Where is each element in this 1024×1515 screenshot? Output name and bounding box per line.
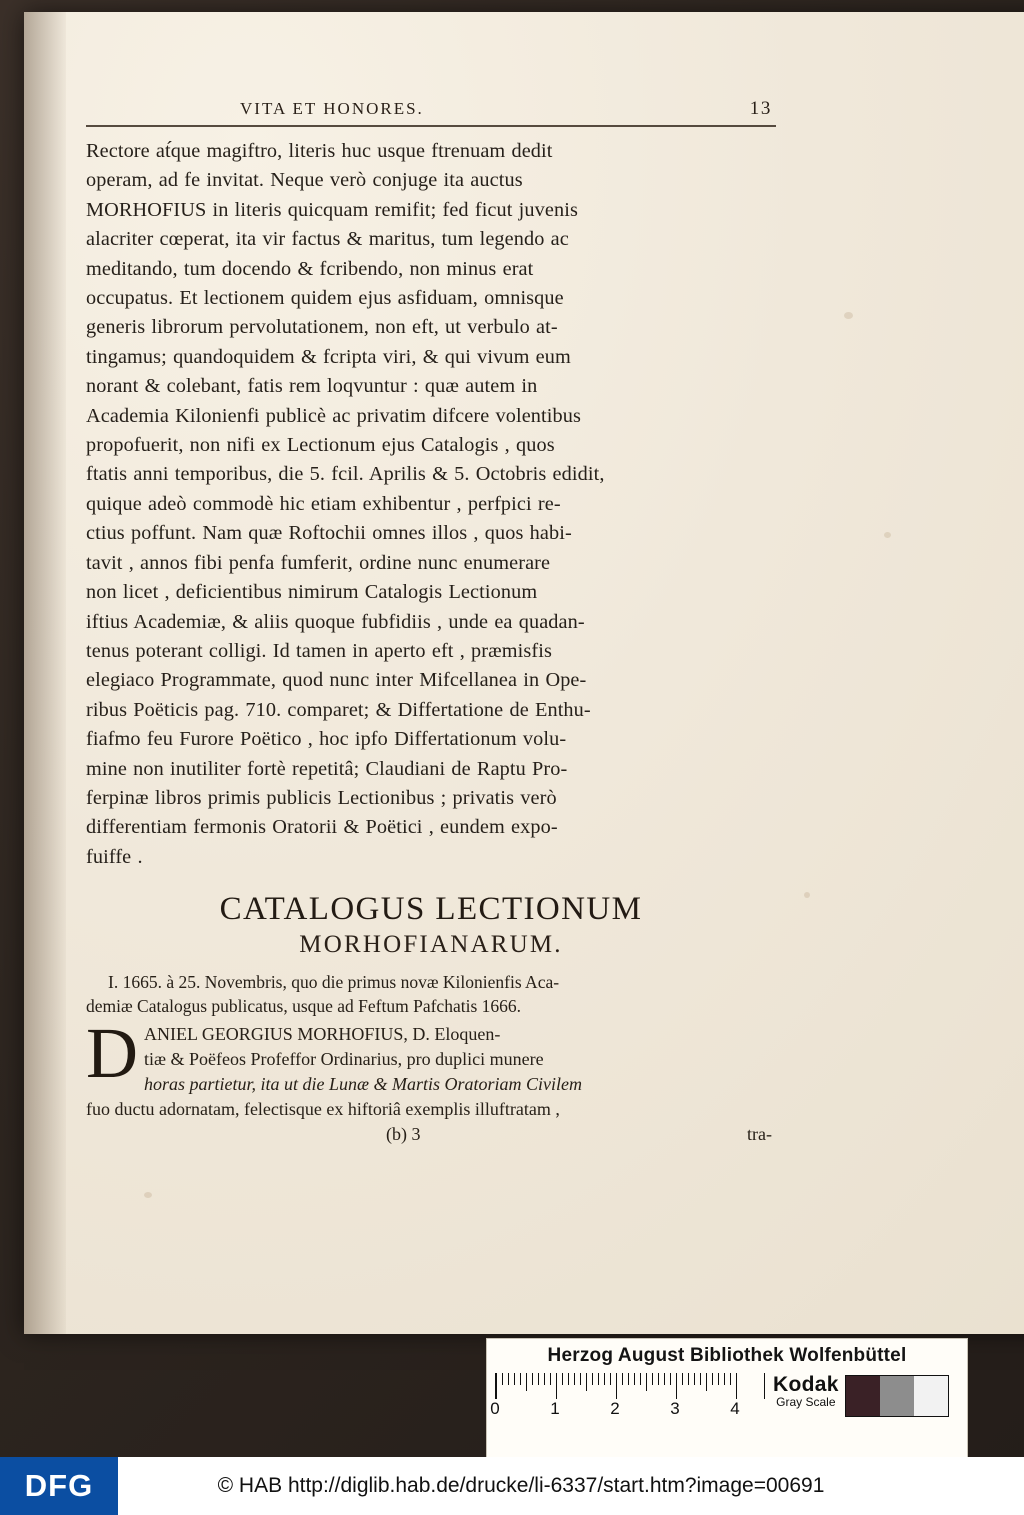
ruler-tick [700, 1373, 701, 1385]
header-rule [86, 125, 776, 127]
ruler-tick [640, 1373, 641, 1385]
library-name: Herzog August Bibliothek Wolfenbüttel [547, 1345, 907, 1366]
body-line: fiafmo feu Furore Poëtico , hoc ipfo Differtationum volu- [86, 728, 567, 751]
ruler-tick [592, 1373, 593, 1385]
ruler-tick [664, 1373, 665, 1385]
text-block [86, 98, 776, 1145]
ruler-tick [562, 1373, 563, 1385]
foxing-spot [884, 532, 891, 538]
ruler-tick [670, 1373, 671, 1385]
scanned-page [24, 12, 1024, 1334]
foxing-spot [844, 312, 853, 319]
body-line: differentiam fermonis Oratorii & Poëtici , eundem expo- [86, 816, 558, 839]
dropcap-paragraph [86, 1013, 776, 1122]
body-line: ftatis anni temporibus, die 5. fcil. Aprilis & 5. Octobris edidit, [86, 463, 605, 486]
ruler-tick [724, 1373, 725, 1385]
kodak-subtitle: Gray Scale [776, 1395, 836, 1409]
ruler-tick [520, 1373, 521, 1385]
section-subtitle: MORHOFIANARUM. [299, 931, 563, 959]
body-line: ferpinæ libros primis publicis Lectionibus ; privatis verò [86, 786, 557, 809]
gray-patch [914, 1376, 948, 1416]
foxing-spot [804, 892, 810, 898]
ruler-tick [622, 1373, 623, 1385]
body-line: generis librorum pervolutationem, non eft, ut verbulo at- [86, 316, 558, 339]
ruler-tick [580, 1373, 581, 1385]
body-line: Academia Kilonienfi publicè ac privatim difcere volentibus [86, 404, 581, 427]
body-line: tenus poterant colligi. Id tamen in aperto eft , præmisfis [86, 639, 552, 662]
body-line: tavit , annos fibi penfa fumferit, ordine nunc enumerare [86, 551, 551, 574]
running-head-title: VITA ET HONORES. [240, 99, 424, 118]
ruler-number: 0 [490, 1399, 500, 1418]
ruler-tick [736, 1373, 737, 1399]
body-line: ribus Poëticis pag. 710. comparet; & Differtatione de Enthu- [86, 698, 591, 721]
ruler-tick [532, 1373, 533, 1385]
page-surface [24, 12, 1024, 1334]
body-line: ctius poffunt. Nam quæ Roftochii omnes illos , quos habi- [86, 522, 572, 545]
body-paragraph [86, 137, 776, 872]
body-line: Rectore at́que magiftro, literis huc usque ftrenuam dedit [86, 140, 553, 162]
ruler-tick [682, 1373, 683, 1385]
ruler-tick [652, 1373, 653, 1385]
gray-patch [846, 1376, 880, 1416]
paragraph-last-line: fuo ductu adornatam, felectisque ex hiftoriâ exemplis illuftratam , [86, 1099, 560, 1120]
dropcap-line: ANIEL GEORGIUS MORHOFIUS, D. Eloquen- [144, 1024, 501, 1045]
ruler-tick [604, 1373, 605, 1385]
dropcap-line: tiæ & Poëfeos Profeffor Ordinarius, pro duplici munere [144, 1049, 544, 1070]
gray-patch [880, 1376, 914, 1416]
body-line: iftius Academiæ, & aliis quoque fubfidiis , unde ea quadan- [86, 610, 585, 633]
ruler-tick [688, 1373, 689, 1385]
ruler [490, 1373, 765, 1421]
ruler-tick [616, 1373, 617, 1399]
body-line: non licet , deficientibus nimirum Catalogis Lectionum [86, 581, 538, 604]
body-line: tingamus; quandoquidem & fcripta viri, & qui vivum eum [86, 345, 571, 368]
ruler-tick [556, 1373, 557, 1399]
dropcap-line: horas partietur, ita ut die Lunæ & Martis Oratoriam Civilem [144, 1074, 583, 1095]
kodak-label [773, 1373, 839, 1409]
ruler-tick [598, 1373, 599, 1385]
body-line: fuiffe . [86, 845, 143, 868]
ruler-tick [568, 1373, 569, 1385]
ruler-number: 2 [610, 1399, 620, 1418]
ruler-tick [538, 1373, 539, 1385]
ruler-tick [586, 1373, 587, 1391]
body-line: occupatus. Et lectionem quidem ejus asfiduam, omnisque [86, 287, 564, 310]
foxing-spot [144, 1192, 152, 1198]
body-line: operam, ad fe invitat. Neque verò conjuge ita auctus [86, 169, 523, 192]
ruler-tick [574, 1373, 575, 1385]
ruler-number: 1 [550, 1399, 560, 1418]
ruler-tick [550, 1373, 551, 1385]
ruler-tick [634, 1373, 635, 1385]
entry-line: demiæ Catalogus publicatus, usque ad Feftum Pafchatis 1666. [86, 996, 522, 1017]
ruler-tick [706, 1373, 707, 1391]
ruler-tick [676, 1373, 677, 1399]
ruler-ticks [495, 1373, 765, 1399]
section-title: CATALOGUS LECTIONUM [219, 891, 643, 928]
ruler-tick [610, 1373, 611, 1385]
body-line: quique adeò commodè hic etiam exhibentur , perfpici re- [86, 492, 561, 515]
ruler-tick [526, 1373, 527, 1391]
ruler-tick [730, 1373, 731, 1385]
ruler-tick [496, 1373, 497, 1399]
page-number: 13 [749, 98, 772, 119]
ruler-tick [646, 1373, 647, 1391]
running-head [86, 98, 776, 124]
target-lower-row [487, 1367, 967, 1421]
body-line: elegiaco Programmate, quod nunc inter Mifcellanea in Ope- [86, 669, 587, 692]
drop-capital: D [86, 1013, 138, 1094]
ruler-tick [508, 1373, 509, 1385]
ruler-tick [658, 1373, 659, 1385]
entry-line: I. 1665. à 25. Novembris, quo die primus novæ Kilonienfis Aca- [108, 972, 560, 993]
scan-colour-target [486, 1338, 968, 1458]
ruler-tick [544, 1373, 545, 1385]
body-line: MORHOFIUS in literis quicquam remifit; fed ficut juvenis [86, 198, 578, 221]
body-line: alacriter cœperat, ita vir factus & maritus, tum legendo ac [86, 228, 569, 251]
gray-scale-patches [845, 1375, 949, 1417]
foot-line [86, 1124, 776, 1145]
ruler-tick [694, 1373, 695, 1385]
credit-text: © HAB http://diglib.hab.de/drucke/li-6337/start.htm?image=00691 [217, 1474, 825, 1497]
ruler-tick [514, 1373, 515, 1385]
ruler-tick [502, 1373, 503, 1385]
ruler-tick [718, 1373, 719, 1385]
ruler-number: 4 [730, 1399, 740, 1418]
body-line: propofuerit, non nifi ex Lectionum ejus Catalogis , quos [86, 434, 555, 457]
ruler-tick [712, 1373, 713, 1385]
body-line: norant & colebant, fatis rem loqvuntur : quæ autem in [86, 375, 538, 398]
body-line: mine non inutiliter fortè repetitâ; Claudiani de Raptu Pro- [86, 757, 568, 780]
body-line: meditando, tum docendo & fcribendo, non minus erat [86, 257, 534, 280]
ruler-numbers [490, 1399, 765, 1421]
ruler-tick [628, 1373, 629, 1385]
signature-mark: (b) 3 [386, 1124, 421, 1145]
catalogue-entry-header [86, 970, 776, 1018]
catchword: tra- [747, 1124, 772, 1145]
book-gutter-shadow [24, 12, 66, 1334]
ruler-number: 3 [670, 1399, 680, 1418]
kodak-brand: Kodak [773, 1373, 839, 1396]
credit-bar [0, 1457, 1024, 1515]
dfg-logo: DFG [0, 1457, 118, 1515]
